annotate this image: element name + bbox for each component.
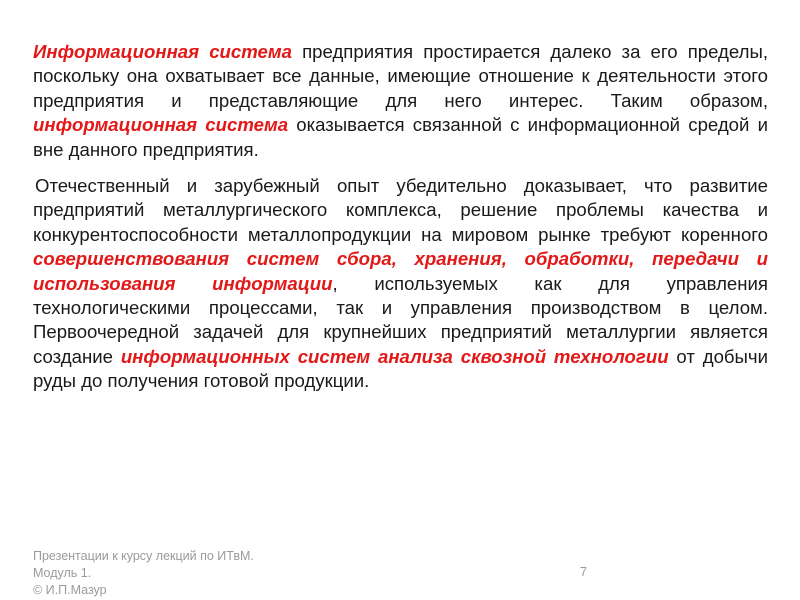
body-text: , используемых как для управления технологическими процессами, так и управления производством в целом. Первоочередной задачей для крупнейших предприятий металлургии является создание (33, 272, 768, 367)
highlight-term: Информационная система (33, 41, 292, 62)
footer-author-line: © И.П.Мазур (33, 583, 107, 597)
body-text: Отечественный и зарубежный опыт убедительно доказывает, что развитие предприятий металлургического комплекса, решение проблемы качества и конкурентоспособности металлопродукции на мировом рынке требуют коренного (33, 175, 768, 245)
footer-module-line: Модуль 1. (33, 566, 92, 580)
highlight-term: информационная система (33, 114, 289, 136)
page-number: 7 (580, 565, 587, 579)
footer-course-line: Презентации к курсу лекций по ИТвМ. (33, 549, 254, 563)
body-text: от добычи руды до получения готовой продукции. (33, 345, 768, 392)
highlight-term: совершенствования систем сбора, хранения, обработки, передачи и использования информации (33, 248, 768, 294)
footer-credits (33, 548, 254, 599)
body-text: оказывается связанной с информационной средой и вне данного предприятия. (33, 114, 769, 160)
paragraph-metallurgy (33, 174, 768, 394)
paragraph-information-system (33, 40, 768, 162)
highlight-term: информационных систем анализа сквозной технологии (120, 345, 669, 367)
body-text: предприятия простирается далеко за его пределы, поскольку она охватывает все данные, имеющие отношение к деятельности этого предприятия и представляющие для него интерес. Таким образом, (33, 41, 768, 111)
